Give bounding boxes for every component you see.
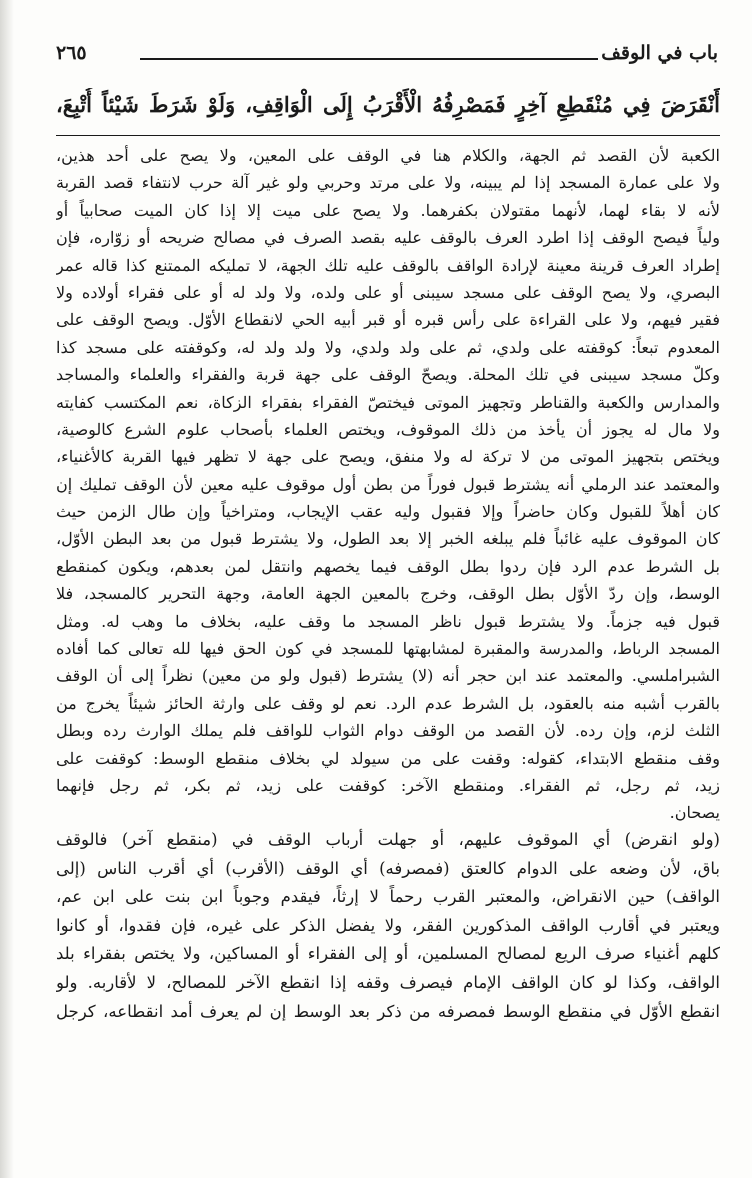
commentary-line: الواقف) حين الانقراض، والمعتبر القرب رحماً لا إرثاً، فيقدم وجوباً ابن بنت على ابن عم، <box>56 887 720 907</box>
sharh-line: البصري، ولا يصح الوقف على مسجد سيبنى أو على ولده، ولا ولد له أو على فقراء أولاده ولا <box>56 282 720 302</box>
matn-separator <box>56 135 720 136</box>
sharh-line: كان الموقوف عليه غائباً فلم يبلغه الخبر إلا بعد الطول، ولا يشترط قبول من بعد البطن الأوّل، <box>56 529 720 549</box>
sharh-line: المسجد الرباط، والمدرسة والمقبرة لمشابهتها للمسجد في كون الحق فيها لله تعالى كما أفاده <box>56 639 720 659</box>
sharh-line: كان أهلاً للقبول وكان حاضراً وإلا فقبول وليه عقب الإيجاب، ومتراخياً وإن طال الزمن حيث <box>56 502 720 522</box>
sharh-line: ولا مال له يجوز أن يأخذ من ذلك الموقوف، ويختص العلماء بأصحاب علوم الشرع كالوصية، <box>56 419 720 439</box>
sharh-line: زيد، ثم رجل، ثم الفقراء. ومنقطع الآخر: كوقفت على زيد، ثم بكر، ثم رجل فإنهما <box>56 775 720 795</box>
sharh-line: الوسط، وإن ردّ الأوّل بطل الوقف، وخرج بالمعين الجهة العامة، وجهة التحرير كالمسجد، فلا <box>56 584 720 604</box>
sharh-line: ولياً فيصح الوقف إذا اطرد العرف بالوقف عليه بقصد الصرف في مصالح ضريحه أو زوّاره، فإن <box>56 228 720 248</box>
page-binding-shadow <box>0 0 14 1178</box>
commentary-line: باق، لأن وضعه على الدوام كالعتق (فمصرفه) أي الوقف (الأقرب) أي أقرب الناس (إلى <box>56 858 720 878</box>
sharh-line: بل الشرط عدم الرد فإن ردوا بطل الوقف فيما يخصهم وانتقل لمن بعدهم، ويكون كمنقطع <box>56 556 720 576</box>
sharh-line: الشبراملسي. والمعتمد عند ابن حجر أنه (لا) يشترط (قبول ولو من معين) نظراً إلى أن الوقف <box>56 666 720 686</box>
sharh-paragraph <box>56 142 720 827</box>
sharh-line: بالقرب أشبه منه بالعقود، بل الشرط عدم الرد. نعم لو وقف على وارثة الحائز شيئاً يخرج من <box>56 693 720 713</box>
sharh-line: إطراد العرف قرينة معينة لإرادة الواقف بالوقف عليه تلك الجهة، لا تمليكه الممتنع كذا قاله عمر <box>56 255 720 275</box>
sharh-line: والمعتمد عند الرملي أنه يشترط قبول فوراً من بطن أول موقوف عليه معين لأن الوقف تمليك إن <box>56 474 720 494</box>
sharh-line: ويختص بتجهيز الموتى من لا تركة له ولا منفق، ويصح على جهة لا تظهر فيها القربة كالأغنياء، <box>56 447 720 467</box>
sharh-line: والمدارس والكعبة والقناطر وتجهيز الموتى فيختصّ الفقراء بفقراء الزكاة، نعم المكتسب كفايته <box>56 392 720 412</box>
running-header <box>56 40 718 76</box>
sharh-line: قبول فيه جزماً. ولا يشترط قبول ناظر المسجد ما وقف عليه، بخلاف ما وهب له. ومثل <box>56 611 720 631</box>
sharh-line: وقف منقطع الابتداء، كقوله: وقفت على من سيولد لي بخلاف منقطع الوسط: كوقفت على <box>56 748 720 768</box>
page-number: ٢٦٥ <box>56 42 87 64</box>
sharh-line: المعدوم تبعاً: كوقفته على ولدي، ثم على ولد ولدي، ولا ولد ولد له، وكوقفته على مسجد كذا <box>56 337 720 357</box>
sharh-line: وكلّ مسجد سيبنى في تلك المحلة. ويصحّ الوقف على جهة قربة والفقراء والعلماء والمساجد <box>56 365 720 385</box>
commentary-line: الواقف، وكذا لو كان الواقف الإمام فيصرف وقفه إذا انقطع الآخر للمصالح، لا لأقاربه. ولو <box>56 972 720 992</box>
commentary-line: كلهم أغنياء صرف الريع لمصالح المسلمين، أو إلى الفقراء أو المساكين، ولا يختص بفقراء بلد <box>56 944 720 964</box>
sharh-line: يصحان. <box>669 803 720 823</box>
chapter-title: باب في الوقف <box>601 42 718 64</box>
commentary-line: انقطع الأوّل في منقطع الوسط فمصرفه من ذكر بعد الوسط إن لم يعرف أمد انقطاعه، كرجل <box>56 1001 720 1021</box>
sharh-line: ولا على عمارة المسجد إذا لم يبينه، ولا على مرتد وحربي ولو غير آلة حرب لانتفاء قصد القربة <box>56 173 720 193</box>
sharh-line: لأنه لا بقاء لهما، لأنهما مقتولان بكفرهما. ولا يصح على ميت إلا إذا كان الميت صحابياً أو <box>56 200 720 220</box>
sharh-line: فقير فيهم، ولا على القراءة على رأس قبره أو قبر أبيه الحي لانقطاع الأوّل. ويصح الوقف على <box>56 310 720 330</box>
commentary-line: ويعتبر في أقارب الواقف المذكورين الفقر، ولا يفضل الذكر على غيره، فإن فقدوا، أو كانوا <box>56 915 720 935</box>
commentary-line: (ولو انقرض) أي الموقوف عليهم، أو جهلت أرباب الوقف في (منقطع آخر) فالوقف <box>56 830 720 849</box>
matn-text: أَنْقَرَضَ فِي مُنْقَطِعِ آخِرٍ فَمَصْرِفُهُ الْأَقْرَبُ إِلَى الْوَاقِفِ، وَلَوْ شَرَطَ شَيْئاً أُتْبِعَ، <box>56 92 720 117</box>
sharh-line: الثلث لزم، وإن رده. لأن القصد من الوقف دوام الثواب للواقف فلم يملك الوارث رده وبطل <box>56 721 720 741</box>
header-rule <box>140 58 598 60</box>
sharh-line: الكعبة لأن القصد ثم الجهة، والكلام هنا في الوقف على المعين، ولا يصح على أحد هذين، <box>56 146 720 165</box>
commentary-paragraph <box>56 826 720 1026</box>
